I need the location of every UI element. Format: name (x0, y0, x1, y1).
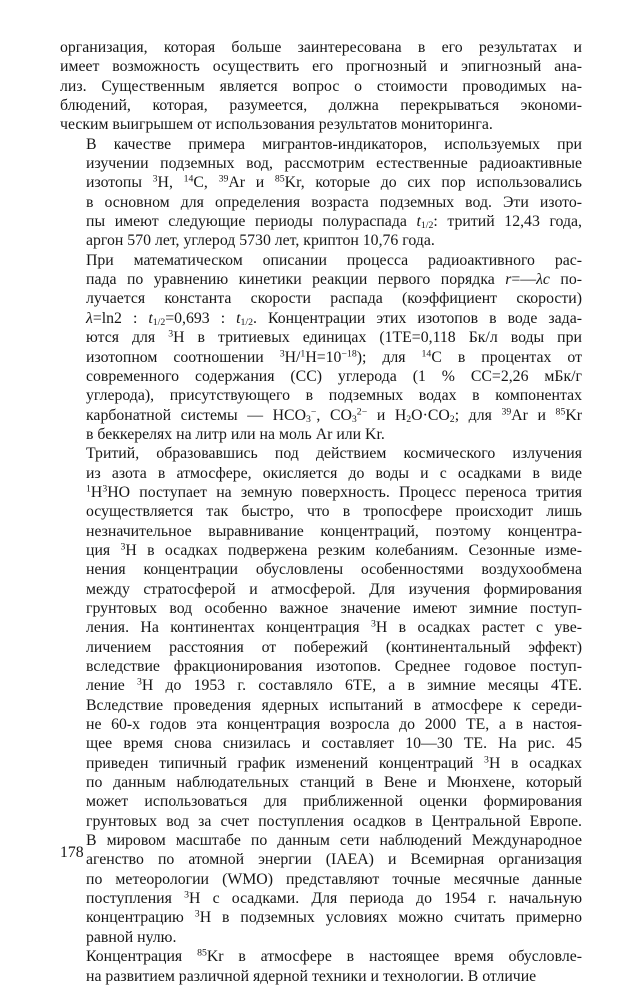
text-line: на развитием различной ядерной техники и технологии. В отличие (86, 967, 537, 985)
text-line: концентрацию $^3$H в подземных условиях можно считать примерно (86, 909, 582, 927)
text-line: изучении подземных вод, рассмотрим естественные радиоактивные (86, 155, 582, 173)
page-number: 178 (60, 844, 84, 861)
text-line: лиз. Существенным является вопрос о стоимости проводимых на- (60, 77, 582, 95)
paragraph (60, 444, 582, 947)
text-line: поступления $^3$H с осадками. Для периода до 1954 г. начальную (86, 889, 582, 908)
book-page-text (60, 38, 582, 986)
text-line: в основном для определения возраста подземных вод. Эти изото- (86, 193, 582, 211)
text-line: агенство по атомной энергии (IAEA) и Всемирная организация (86, 851, 582, 869)
text-line: по данным наблюдательных станций в Вене и Мюнхене, который (86, 774, 582, 792)
text-line: осуществляется так быстро, что в тропосфере происходит лишь (86, 503, 582, 521)
text-line: ются для $^3$H в тритиевых единицах (1TE=0,118 Бк/л воды при (86, 328, 582, 347)
text-line: современного содержания (СС) углерода (1 % СС=2,26 мБк/г (86, 367, 582, 385)
text-line: равной нулю. (86, 928, 177, 946)
paragraph (60, 135, 582, 251)
text-line: грунтовых вод за счет поступления осадков в Центральной Европе. (86, 812, 582, 830)
text-line: организация, которая больше заинтересована в его результатах и (60, 39, 582, 56)
text-line: нения концентрации обусловлены особенностями воздухообмена (86, 561, 582, 579)
text-line: аргон 570 лет, углерод 5730 лет, криптон 10,76 года. (86, 232, 435, 250)
text-line: незначительное выравнивание концентраций, поэтому концентра- (86, 522, 582, 540)
text-line: личением расстояния от побережий (континентальный эффект) (86, 638, 582, 656)
text-line: грунтовых вод особенно важное значение имеют зимние поступ- (86, 599, 582, 617)
text-line: имеет возможность осуществить его прогнозный и эпигнозный ана- (60, 58, 582, 76)
text-line: приведен типичный график изменений концентраций $^3$H в осадках (86, 754, 582, 772)
text-line: вследствие фракционирования изотопов. Среднее годовое поступ- (86, 658, 582, 675)
text-line: между стратосферой и атмосферой. Для изучения формирования (86, 580, 582, 598)
text-line: λ=ln2 : $t_{1/2}=0,693$ : $t_{1/2}$. Концентрации этих изотопов в воде зада- (86, 309, 582, 328)
text-line: ческим выигрышем от использования результатов мониторинга. (60, 116, 493, 134)
text-line: изотопы $^3$H, $^{14}$C, $^{39}$Ar и $^{85}$Kr, которые до сих пор использовались (86, 174, 583, 192)
text-line: пада по уравнению кинетики реакции первого порядка r=—λc по- (86, 271, 583, 289)
text-line: Вследствие проведения ядерных испытаний в атмосфере к середи- (86, 696, 582, 714)
text-line: в беккерелях на литр или на моль Ar или Kr. (86, 425, 385, 443)
text-line: по метеорологии (WMO) представляют точные месячные данные (86, 870, 582, 888)
text-line: щее время снова снизилась и составляет 10—30 ТЕ. На рис. 45 (86, 735, 582, 753)
text-line: углерода), присутствующего в подземных водах в компонентах (86, 387, 582, 405)
text-line: изотопном соотношении $^3H/^1H=10^{-18}$); для $^{14}$C в процентах от (86, 348, 582, 366)
text-line: блюдений, которая, разумеется, должна перекрываться экономи- (60, 97, 582, 115)
text-line: из азота в атмосфере, окисляется до воды и с осадками в виде (86, 464, 582, 482)
text-line: может использоваться для приближенной оценки формирования (86, 793, 582, 811)
text-line: При математическом описании процесса радиоактивного рас- (86, 251, 582, 269)
paragraph (60, 251, 582, 444)
text-line: ления. На континентах концентрация $^3$H в осадках растет с уве- (86, 618, 582, 637)
text-line: ция $^3$H в осадках подвержена резким колебаниям. Сезонные изме- (86, 541, 583, 559)
text-line: ление $^3$H до 1953 г. составляло 6ТЕ, а в зимние месяцы 4ТЕ. (86, 676, 582, 695)
text-line: $^1H^3HO$ поступает на земную поверхность. Процесс переноса трития (86, 483, 582, 501)
paragraph (60, 38, 582, 135)
text-line: пы имеют следующие периоды полураспада $t_{1/2}$: тритий 12,43 года, (86, 213, 582, 232)
text-line: Концентрация $^{85}$Kr в атмосфере в настоящее время обусловле- (86, 947, 582, 966)
text-line: карбонатной системы — $HCO_3^-$, $CO_3^{2-}$ и $H_2O\cdot CO_2$; для $^{39}$Ar и $^{85}$Kr (86, 406, 582, 425)
text-line: лучается константа скорости распада (коэффициент скорости) (86, 290, 582, 308)
text-line: В мировом масштабе по данным сети наблюдений Международное (86, 832, 582, 850)
text-line: Тритий, образовавшись под действием космического излучения (86, 445, 582, 463)
text-line: не 60-х годов эта концентрация возросла до 2000 ТЕ, а в настоя- (86, 716, 582, 734)
text-line: В качестве примера мигрантов-индикаторов, используемых при (86, 135, 582, 153)
paragraph (60, 947, 582, 986)
